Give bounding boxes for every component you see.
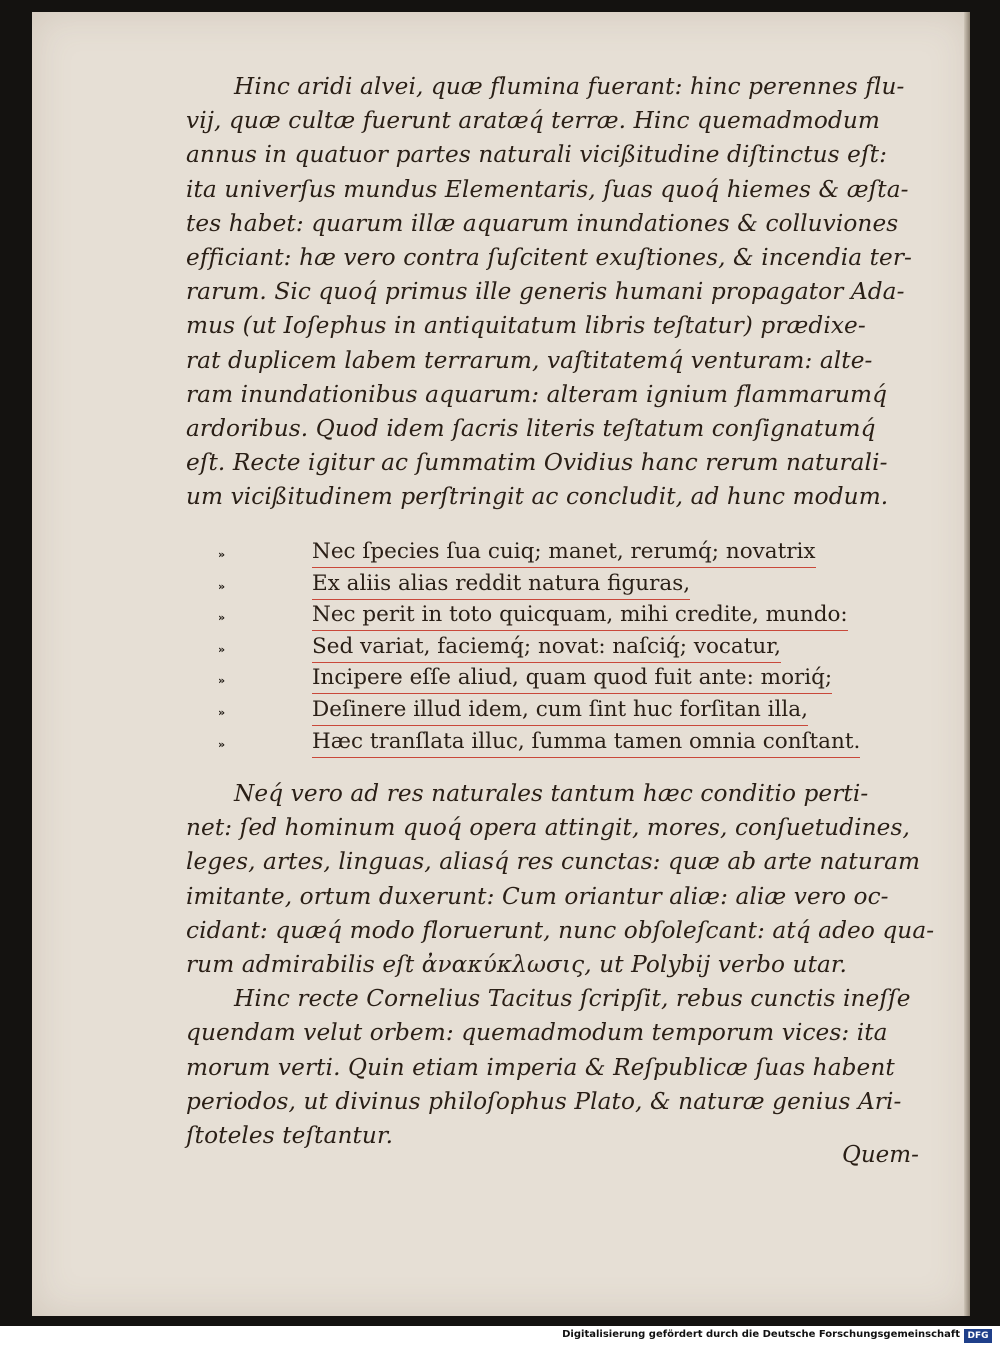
text-line: rat duplicem labem terrarum, vaſtitatemq́ venturam: alte- xyxy=(186,346,873,374)
verse-line xyxy=(218,664,918,696)
text-line: eſt. Recte igitur ac ſummatim Ovidius hanc rerum naturali- xyxy=(186,449,888,477)
quote-marker: » xyxy=(218,737,226,751)
text-line: ram inundationibus aquarum: alteram ignium flammarumq́ xyxy=(186,380,888,408)
text-line: imitante, ortum duxerunt: Cum oriantur aliæ: aliæ vero oc- xyxy=(186,882,889,910)
quote-marker: » xyxy=(218,611,226,625)
text-line: ita univerſus mundus Elementaris, ſuas quoq́ hiemes & æſta- xyxy=(186,175,909,203)
verse-quotation xyxy=(218,538,918,759)
quote-marker: » xyxy=(218,642,226,656)
verse-line xyxy=(218,601,918,633)
text-line: periodos, ut divinus philoſophus Plato, & naturæ genius Ari- xyxy=(186,1087,902,1115)
verse-text: Sed variat, faciemq́; novat: naſciq́; vocatur, xyxy=(312,633,781,663)
text-line: Neq́ vero ad res naturales tantum hæc conditio perti- xyxy=(234,780,869,807)
dfg-logo: DFG xyxy=(964,1329,992,1343)
text-line: mus (ut Ioſephus in antiquitatum libris teſtatur) prædixe- xyxy=(186,312,866,340)
verse-line xyxy=(218,570,918,602)
text-line: net: ſed hominum quoq́ opera attingit, mores, conſuetudines, xyxy=(186,814,910,842)
catchword: Quem- xyxy=(842,1142,919,1168)
verse-text: Incipere eſſe aliud, quam quod fuit ante: moriq́; xyxy=(312,664,832,694)
text-line: cidant: quæq́ modo floruerunt, nunc obſoleſcant: atq́ adeo qua- xyxy=(186,916,935,944)
footer-credit-text: Digitalisierung gefördert durch die Deutsche Forschungsgemeinschaft xyxy=(562,1329,960,1340)
verse-text: Deſinere illud idem, cum ſint huc forſitan illa, xyxy=(312,696,808,726)
quote-marker: » xyxy=(218,674,226,688)
digitization-footer xyxy=(0,1326,1000,1346)
prose-paragraph-2 xyxy=(186,777,935,1153)
verse-line xyxy=(218,633,918,665)
quote-marker: » xyxy=(218,705,226,719)
text-line: ardoribus. Quod idem ſacris literis teſtatum conſignatumq́ xyxy=(186,414,876,442)
verse-text: Nec ſpecies ſua cuiq; manet, rerumq́; novatrix xyxy=(312,538,816,568)
quote-marker: » xyxy=(218,548,226,561)
quote-marker: » xyxy=(218,579,226,593)
text-line: rum admirabilis eſt ἀνακύκλωσις, ut Polybij verbo utar. xyxy=(186,950,848,978)
text-line: leges, artes, linguas, aliasq́ res cunctas: quæ ab arte naturam xyxy=(186,848,921,876)
prose-paragraph-1 xyxy=(186,70,912,514)
text-line: ſtoteles teſtantur. xyxy=(186,1121,394,1149)
verse-line xyxy=(218,538,918,570)
text-line: vij, quæ cultæ fuerunt aratæq́ terræ. Hinc quemadmodum xyxy=(186,107,880,135)
text-line: efficiant: hæ vero contra ſuſcitent exuſtiones, & incendia ter- xyxy=(186,243,912,271)
verse-text: Hæc tranſlata illuc, ſumma tamen omnia conſtant. xyxy=(312,728,860,758)
page-edge xyxy=(964,12,970,1316)
verse-line xyxy=(218,728,918,760)
text-line: Hinc recte Cornelius Tacitus ſcripſit, rebus cunctis ineſſe xyxy=(234,985,911,1013)
text-line: Hinc aridi alvei, quæ flumina fuerant: hinc perennes flu- xyxy=(234,73,905,100)
verse-line xyxy=(218,696,918,728)
text-line: tes habet: quarum illæ aquarum inundationes & colluviones xyxy=(186,209,899,237)
text-line: morum verti. Quin etiam imperia & Reſpublicæ ſuas habent xyxy=(186,1053,895,1081)
verse-text: Ex aliis alias reddit natura figuras, xyxy=(312,570,690,600)
text-line: um vicißitudinem perſtringit ac concludit, ad hunc modum. xyxy=(186,483,889,511)
text-line: annus in quatuor partes naturali vicißitudine diſtinctus eſt: xyxy=(186,141,887,169)
verse-text: Nec perit in toto quicquam, mihi credite, mundo: xyxy=(312,601,848,631)
text-line: quendam velut orbem: quemadmodum temporum vices: ita xyxy=(186,1019,888,1047)
text-line: rarum. Sic quoq́ primus ille generis humani propagator Ada- xyxy=(186,278,905,306)
